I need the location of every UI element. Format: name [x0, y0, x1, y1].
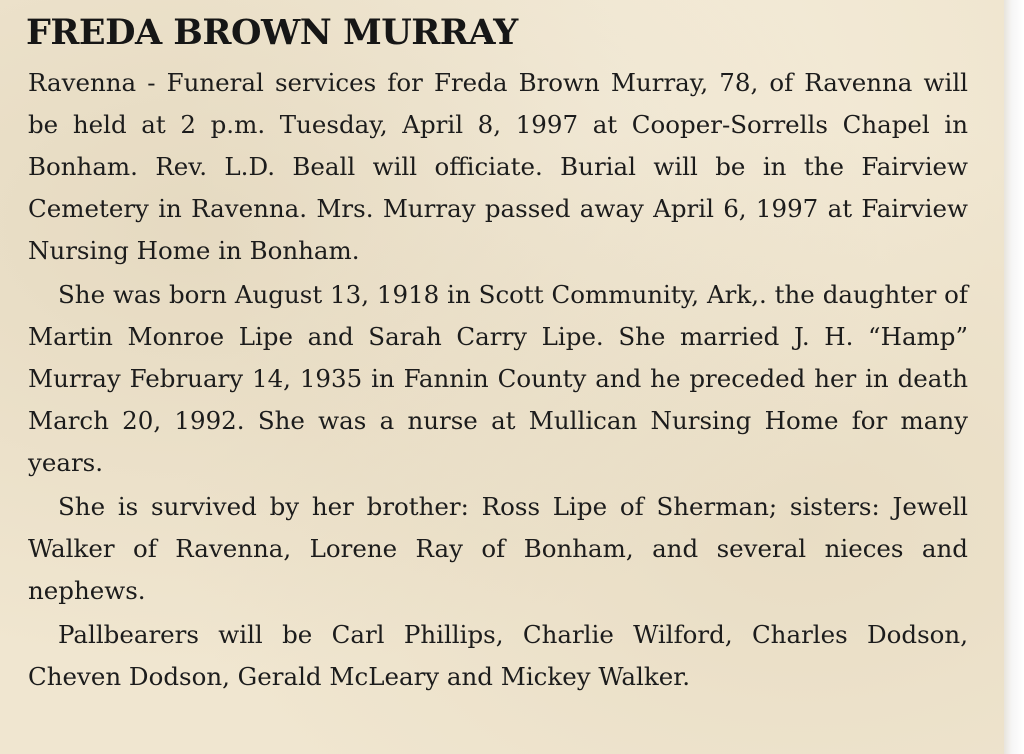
obituary-body [28, 62, 968, 700]
paragraph-pallbearers: Pallbearers will be Carl Phillips, Charlie Wilford, Charles Dodson, Cheven Dodson, Gerald McLeary and Mickey Walker. [28, 620, 968, 691]
scan-background-edge [1004, 0, 1024, 754]
paragraph-biography: She was born August 13, 1918 in Scott Community, Ark,. the daughter of Martin Monroe Lipe and Sarah Carry Lipe. She married J. H. “Hamp” Murray February 14, 1935 in Fannin County and he preceded her in death March 20, 1992. She was a nurse at Mullican Nursing Home for many years. [28, 280, 968, 477]
paragraph-funeral-services: Ravenna - Funeral services for Freda Brown Murray, 78, of Ravenna will be held at 2 p.m. Tuesday, April 8, 1997 at Cooper-Sorrells Chapel in Bonham. Rev. L.D. Beall will officiate. Burial will be in the Fairview Cemetery in Ravenna. Mrs. Murray passed away April 6, 1997 at Fairview Nursing Home in Bonham. [28, 68, 968, 265]
paragraph-survivors: She is survived by her brother: Ross Lipe of Sherman; sisters: Jewell Walker of Ravenna, Lorene Ray of Bonham, and several nieces and nephews. [28, 492, 968, 605]
obituary-headline: FREDA BROWN MURRAY [26, 12, 518, 53]
